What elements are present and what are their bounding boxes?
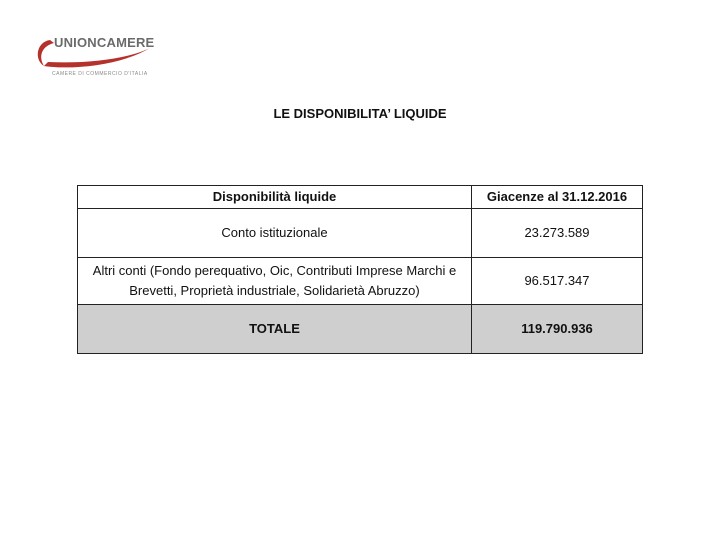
header-giacenze: Giacenze al 31.12.2016 xyxy=(472,186,643,209)
table-row xyxy=(78,209,643,258)
header-disponibilita: Disponibilità liquide xyxy=(78,186,472,209)
table-header-row xyxy=(78,186,643,209)
page-title: LE DISPONIBILITA’ LIQUIDE xyxy=(273,106,447,121)
logo-name: UNIONCAMERE xyxy=(54,35,155,50)
row-value: 96.517.347 xyxy=(472,258,643,305)
logo-tagline: CAMERE DI COMMERCIO D'ITALIA xyxy=(52,71,148,77)
total-row xyxy=(78,305,643,354)
total-value: 119.790.936 xyxy=(472,305,643,354)
table-row xyxy=(78,258,643,305)
row-label: Altri conti (Fondo perequativo, Oic, Contributi Imprese Marchi e Brevetti, Proprietà industriale, Solidarietà Abruzzo) xyxy=(78,258,472,305)
total-label: TOTALE xyxy=(78,305,472,354)
row-label: Conto istituzionale xyxy=(78,209,472,258)
row-value: 23.273.589 xyxy=(472,209,643,258)
unioncamere-logo xyxy=(30,26,170,86)
liquidity-table xyxy=(77,185,643,354)
